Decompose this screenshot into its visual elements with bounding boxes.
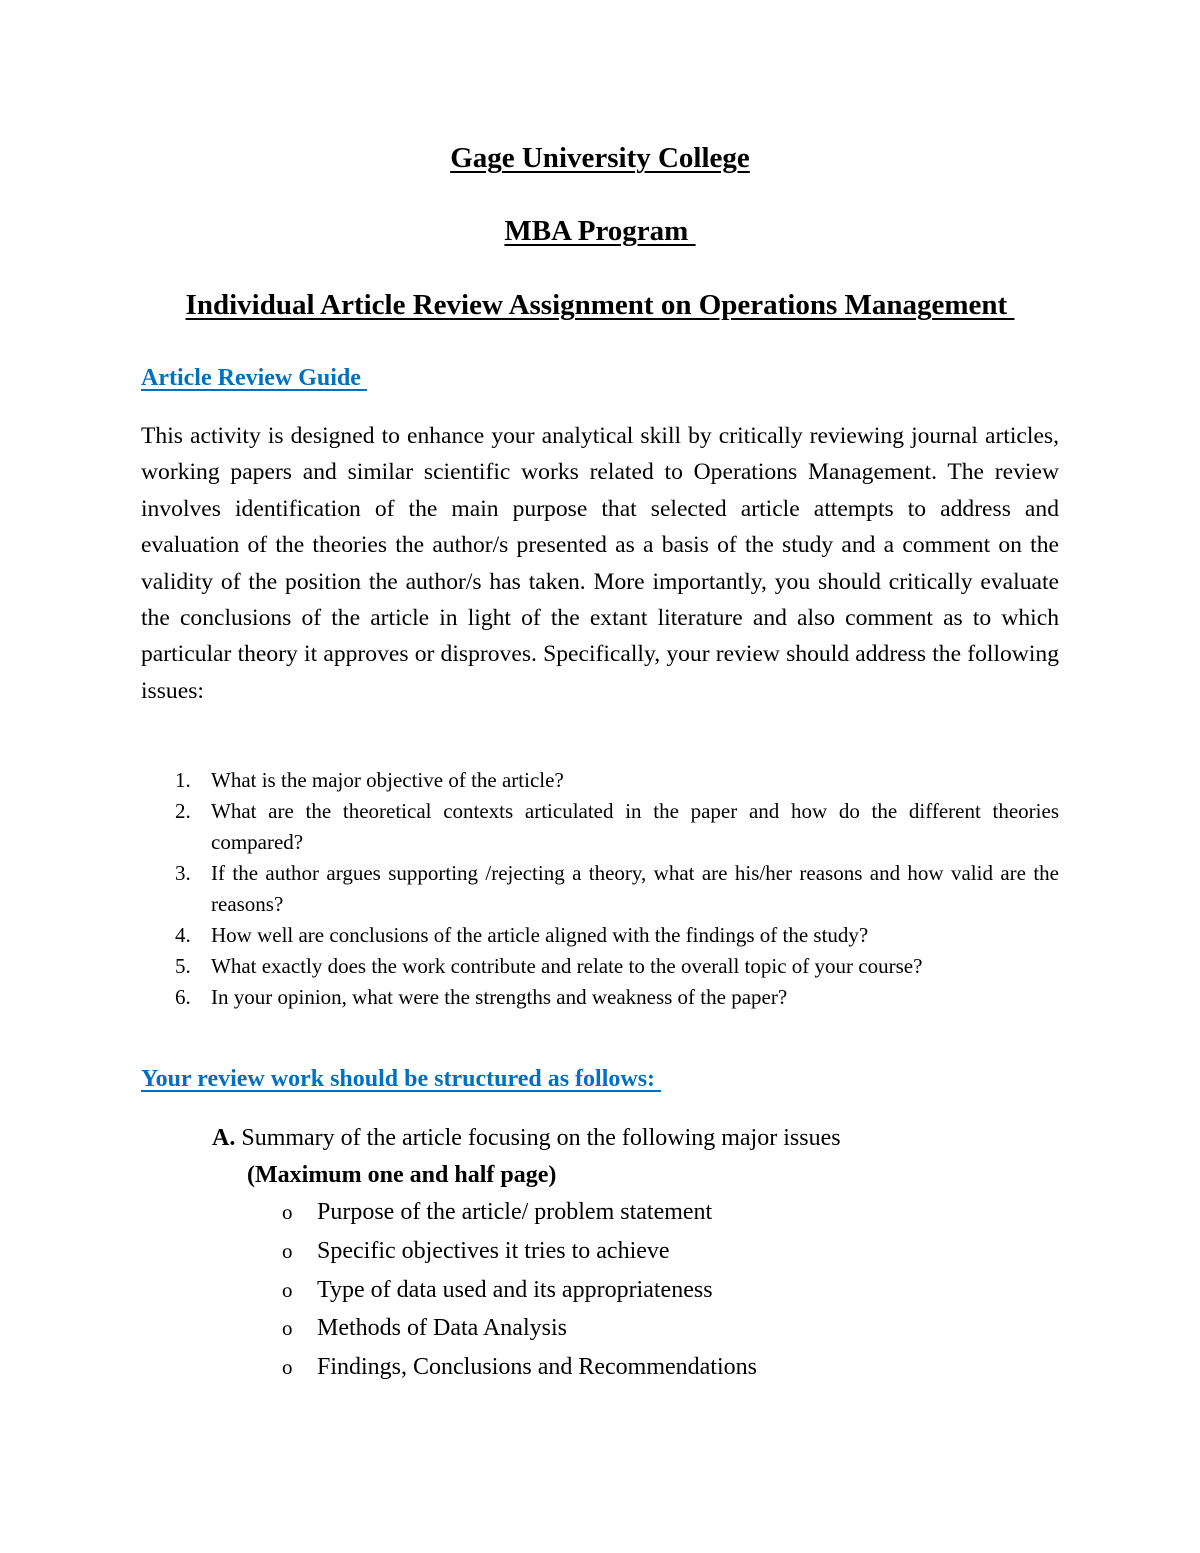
list-text: How well are conclusions of the article aligned with the findings of the study? <box>211 923 869 947</box>
list-item <box>141 858 1059 920</box>
document-title: Individual Article Review Assignment on Operations Management <box>185 289 1015 321</box>
list-text: Type of data used and its appropriateness <box>317 1276 713 1303</box>
section-a-label: A. <box>212 1125 236 1151</box>
program-title: MBA Program <box>504 215 696 247</box>
bullet-icon: o <box>282 1200 293 1224</box>
list-text: Methods of Data Analysis <box>317 1315 567 1342</box>
list-item <box>141 796 1059 858</box>
guide-paragraph: This activity is designed to enhance your analytical skill by critically reviewing journal articles, working papers and similar scientific works related to Operations Management. The review involves identification of the main purpose that selected article attempts to address and evaluation of the theories the author/s presented as a basis of the study and a comment on the validity of the position the author/s has taken. More importantly, you should critically evaluate the conclusions of the article in light of the extant literature and also comment as to which particular theory it approves or disproves. Specifically, your review should address the following issues: <box>141 423 1059 704</box>
list-number: 1. <box>175 768 191 792</box>
list-text: What are the theoretical contexts articulated in the paper and how do the different theories compared? <box>211 799 1059 854</box>
bullet-icon: o <box>282 1316 293 1341</box>
bullet-icon: o <box>282 1355 293 1380</box>
bullet-icon: o <box>282 1238 293 1263</box>
list-text: What exactly does the work contribute and relate to the overall topic of your course? <box>211 954 923 978</box>
list-number: 3. <box>175 861 191 885</box>
list-text: What is the major objective of the article? <box>211 768 564 792</box>
list-item <box>141 951 1059 982</box>
list-item <box>282 1232 757 1271</box>
list-item <box>141 982 1059 1013</box>
list-item <box>141 920 1059 951</box>
institution-title: Gage University College <box>450 142 750 174</box>
section-a-text: Summary of the article focusing on the following major issues <box>235 1125 841 1151</box>
list-item <box>282 1348 757 1387</box>
list-number: 2. <box>175 799 191 823</box>
section-a <box>212 1120 841 1194</box>
structure-heading: Your review work should be structured as follows: <box>141 1066 662 1092</box>
list-number: 6. <box>175 985 191 1009</box>
list-item <box>141 765 1059 796</box>
section-a-items <box>282 1193 757 1387</box>
list-text: In your opinion, what were the strengths and weakness of the paper? <box>211 985 788 1009</box>
question-list <box>141 765 1059 1013</box>
list-text: If the author argues supporting /rejecting a theory, what are his/her reasons and how valid are the reasons? <box>211 861 1059 916</box>
guide-heading: Article Review Guide <box>141 365 367 391</box>
list-item <box>282 1271 757 1310</box>
list-text: Findings, Conclusions and Recommendations <box>317 1354 757 1381</box>
list-text: Specific objectives it tries to achieve <box>317 1237 670 1264</box>
list-item <box>282 1193 757 1232</box>
list-number: 4. <box>175 923 191 947</box>
list-text: Purpose of the article/ problem statement <box>317 1199 713 1225</box>
section-a-note: (Maximum one and half page) <box>247 1162 557 1188</box>
list-number: 5. <box>175 954 191 978</box>
bullet-icon: o <box>282 1277 293 1302</box>
list-item <box>282 1309 757 1348</box>
